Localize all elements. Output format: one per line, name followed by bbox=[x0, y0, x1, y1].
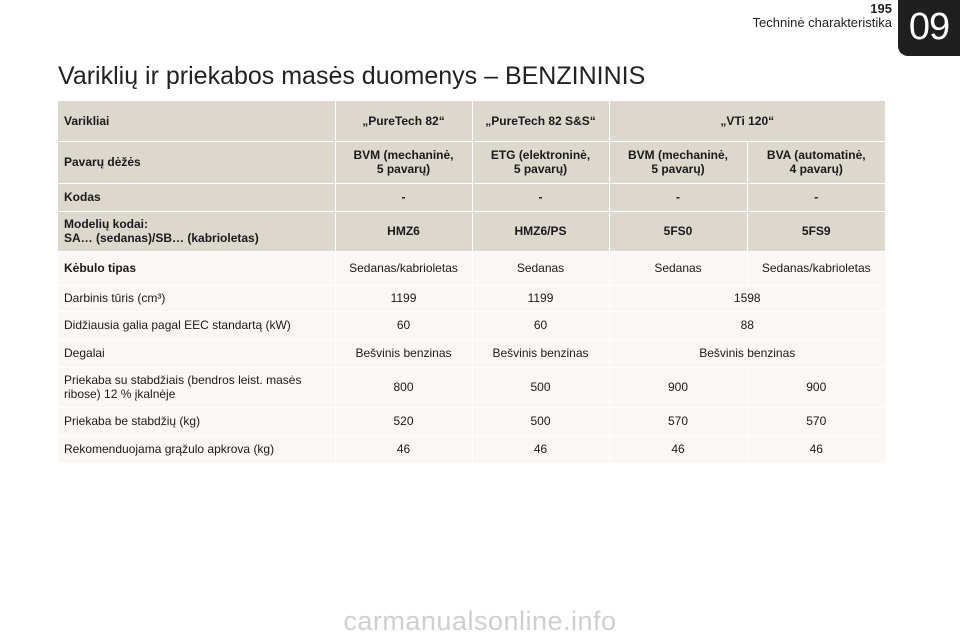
table-row bbox=[58, 311, 885, 339]
table-row bbox=[58, 435, 885, 463]
table-row bbox=[58, 251, 885, 285]
table-row bbox=[58, 367, 885, 407]
nose-2: 46 bbox=[472, 435, 609, 463]
table-row bbox=[58, 141, 885, 183]
power-1: 60 bbox=[335, 311, 472, 339]
model-4: 5FS9 bbox=[747, 211, 885, 251]
displacement-1: 1199 bbox=[335, 285, 472, 311]
model-2: HMZ6/PS bbox=[472, 211, 609, 251]
row-label-displacement: Darbinis tūris (cm³) bbox=[58, 285, 335, 311]
fuel-3: Bešvinis benzinas bbox=[609, 339, 885, 367]
braked-2: 500 bbox=[472, 367, 609, 407]
unbraked-1: 520 bbox=[335, 407, 472, 435]
row-label-fuel: Degalai bbox=[58, 339, 335, 367]
power-2: 60 bbox=[472, 311, 609, 339]
row-label-nose-weight: Rekomenduojama grąžulo apkrova (kg) bbox=[58, 435, 335, 463]
table-row bbox=[58, 101, 885, 141]
row-label-models: Modelių kodai: SA… (sedanas)/SB… (kabrioletas) bbox=[58, 211, 335, 251]
row-label-gearbox: Pavarų dėžės bbox=[58, 141, 335, 183]
nose-4: 46 bbox=[747, 435, 885, 463]
table-row bbox=[58, 407, 885, 435]
page-title: Variklių ir priekabos masės duomenys – BENZININIS bbox=[58, 62, 646, 90]
table-row bbox=[58, 285, 885, 311]
body-2: Sedanas bbox=[472, 251, 609, 285]
row-label-engines: Varikliai bbox=[58, 101, 335, 141]
braked-3: 900 bbox=[609, 367, 747, 407]
model-3: 5FS0 bbox=[609, 211, 747, 251]
chapter-tab: 09 bbox=[898, 0, 960, 56]
code-2: - bbox=[472, 183, 609, 211]
power-3: 88 bbox=[609, 311, 885, 339]
fuel-1: Bešvinis benzinas bbox=[335, 339, 472, 367]
engine-2: „PureTech 82 S&S“ bbox=[472, 101, 609, 141]
row-label-braked: Priekaba su stabdžiais (bendros leist. masės ribose) 12 % įkalnėje bbox=[58, 367, 335, 407]
engine-3: „VTi 120“ bbox=[609, 101, 885, 141]
body-3: Sedanas bbox=[609, 251, 747, 285]
code-3: - bbox=[609, 183, 747, 211]
model-1: HMZ6 bbox=[335, 211, 472, 251]
code-4: - bbox=[747, 183, 885, 211]
body-1: Sedanas/kabrioletas bbox=[335, 251, 472, 285]
row-label-body: Kėbulo tipas bbox=[58, 251, 335, 285]
fuel-2: Bešvinis benzinas bbox=[472, 339, 609, 367]
unbraked-4: 570 bbox=[747, 407, 885, 435]
displacement-3: 1598 bbox=[609, 285, 885, 311]
watermark: carmanualsonline.info bbox=[343, 606, 617, 636]
gearbox-1: BVM (mechaninė, 5 pavarų) bbox=[335, 141, 472, 183]
code-1: - bbox=[335, 183, 472, 211]
unbraked-2: 500 bbox=[472, 407, 609, 435]
body-4: Sedanas/kabrioletas bbox=[747, 251, 885, 285]
row-label-code: Kodas bbox=[58, 183, 335, 211]
nose-1: 46 bbox=[335, 435, 472, 463]
section-title: Techninė charakteristika bbox=[752, 15, 892, 30]
displacement-2: 1199 bbox=[472, 285, 609, 311]
row-label-power: Didžiausia galia pagal EEC standartą (kW) bbox=[58, 311, 335, 339]
gearbox-2: ETG (elektroninė, 5 pavarų) bbox=[472, 141, 609, 183]
unbraked-3: 570 bbox=[609, 407, 747, 435]
specs-table bbox=[58, 101, 885, 464]
row-label-unbraked: Priekaba be stabdžių (kg) bbox=[58, 407, 335, 435]
table-row bbox=[58, 339, 885, 367]
braked-1: 800 bbox=[335, 367, 472, 407]
engine-1: „PureTech 82“ bbox=[335, 101, 472, 141]
page-number: 195 bbox=[870, 1, 892, 16]
braked-4: 900 bbox=[747, 367, 885, 407]
gearbox-3: BVM (mechaninė, 5 pavarų) bbox=[609, 141, 747, 183]
gearbox-4: BVA (automatinė, 4 pavarų) bbox=[747, 141, 885, 183]
table-row bbox=[58, 183, 885, 211]
table-row bbox=[58, 211, 885, 251]
nose-3: 46 bbox=[609, 435, 747, 463]
